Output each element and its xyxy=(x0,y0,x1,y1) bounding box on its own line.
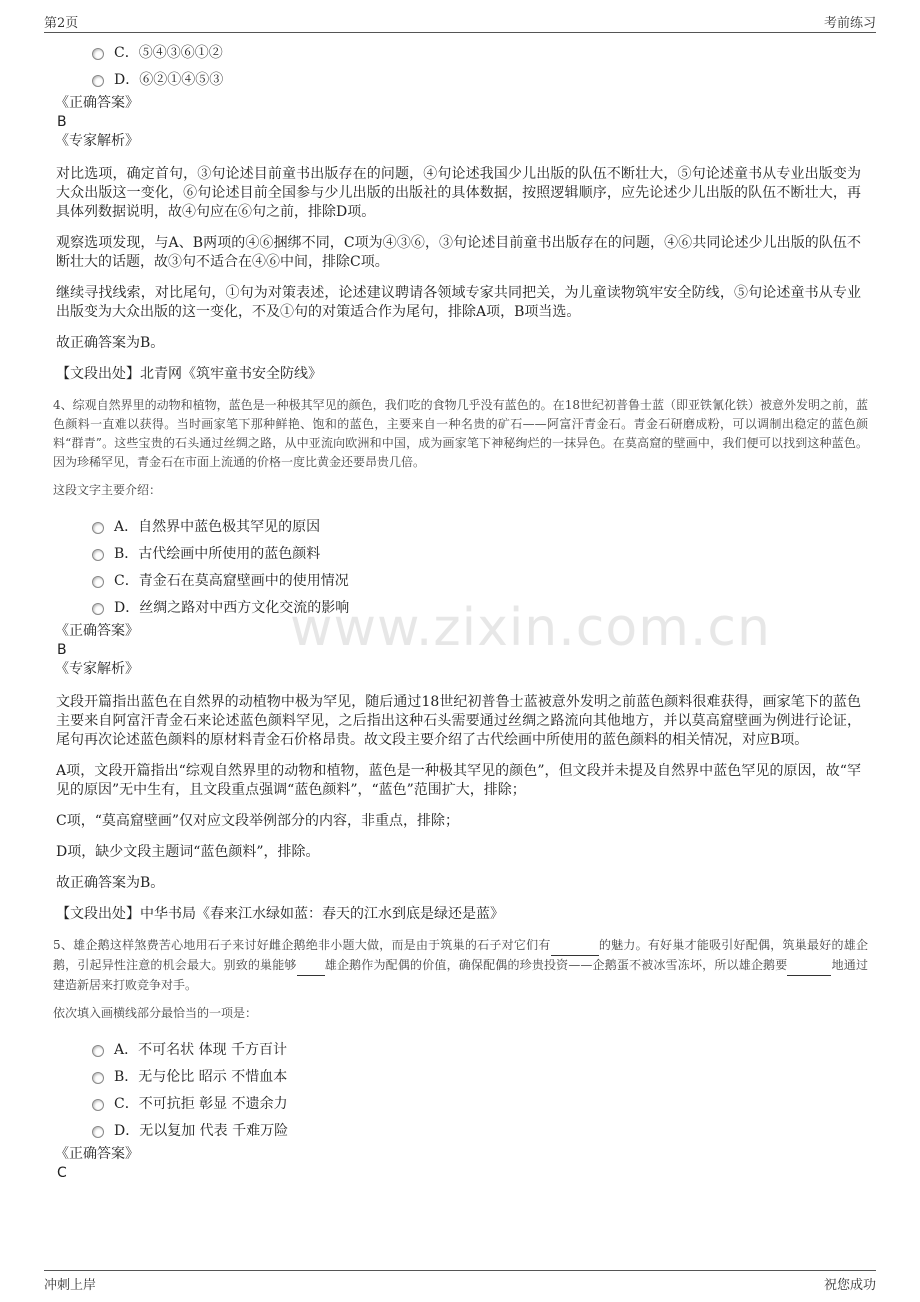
radio-button[interactable] xyxy=(92,75,104,87)
question-text-segment: 雄企鹅作为配偶的价值，确保配偶的珍贵投资——企鹅蛋不被冰雪冻坏，所以雄企鹅要 xyxy=(324,958,788,972)
analysis-label: 《专家解析》 xyxy=(55,661,139,677)
option-text: 不可名状 体现 千方百计 xyxy=(138,1042,288,1058)
fill-blank-3 xyxy=(787,956,831,976)
header-title: 考前练习 xyxy=(823,16,876,31)
analysis-paragraph: A项，文段开篇指出“综观自然界里的动物和植物，蓝色是一种极其罕见的颜色”，但文段并未提及自然界中蓝色罕见的原因，故“罕见的原因”无中生有，且文段重点强调“蓝色颜料”，“蓝色”范围扩大，排除； xyxy=(56,763,861,798)
analysis-label: 《专家解析》 xyxy=(55,133,139,149)
answer-value: C xyxy=(57,1165,67,1181)
option-letter: C． xyxy=(114,1096,139,1112)
q4-option-a[interactable] xyxy=(92,514,868,541)
radio-button[interactable] xyxy=(92,576,104,588)
q5-option-c[interactable] xyxy=(92,1091,868,1118)
answer-label: 《正确答案》 xyxy=(55,623,139,639)
radio-button[interactable] xyxy=(92,1126,104,1138)
analysis-paragraph: 继续寻找线索，对比尾句，①句为对策表述，论述建议聘请各领域专家共同把关，为儿童读物筑牢安全防线，⑤句论述童书从专业出版变为大众出版的这一变化，不及①句的对策适合作为尾句，排除A项，B项当选。 xyxy=(56,285,861,320)
question-5-prompt: 依次填入画横线部分最恰当的一项是： xyxy=(53,1006,258,1020)
source-citation: 【文段出处】中华书局《春来江水绿如蓝：春天的江水到底是绿还是蓝》 xyxy=(56,906,504,922)
option-text: 丝绸之路对中西方文化交流的影响 xyxy=(139,600,350,616)
q4-option-c[interactable] xyxy=(92,568,868,595)
option-letter: D． xyxy=(114,72,140,88)
option-letter: B． xyxy=(114,1069,139,1085)
analysis-paragraph: 观察选项发现，与A、B两项的④⑥捆绑不同，C项为④③⑥，③句论述目前童书出版存在的问题，④⑥共同论述少儿出版的队伍不断壮大的话题，故③句不适合在④⑥中间，排除C项。 xyxy=(56,235,861,270)
answer-value: B xyxy=(57,642,67,658)
option-text: 无与伦比 昭示 不惜血本 xyxy=(138,1069,288,1085)
option-letter: D． xyxy=(114,600,140,616)
watermark: www.zixin.com.cn xyxy=(290,598,771,658)
analysis-paragraph: C项，“莫高窟壁画”仅对应文段举例部分的内容，非重点，排除； xyxy=(56,813,460,829)
q4-option-b[interactable] xyxy=(92,541,868,568)
question-text-segment: 地通过建造新居来打败竞争对手。 xyxy=(53,958,868,992)
fill-blank-1 xyxy=(551,936,599,956)
radio-button[interactable] xyxy=(92,1099,104,1111)
q5-option-d[interactable] xyxy=(92,1118,868,1145)
option-text: 古代绘画中所使用的蓝色颜料 xyxy=(138,546,321,562)
q5-option-b[interactable] xyxy=(92,1064,868,1091)
question-4-prompt: 这段文字主要介绍： xyxy=(53,483,162,497)
q4-option-d[interactable] xyxy=(92,595,868,622)
radio-button[interactable] xyxy=(92,1072,104,1084)
option-text: ⑥②①④⑤③ xyxy=(139,72,224,88)
q3-options xyxy=(53,40,868,94)
option-letter: A． xyxy=(114,1042,139,1058)
radio-button[interactable] xyxy=(92,603,104,615)
radio-button[interactable] xyxy=(92,48,104,60)
option-text: 不可抗拒 彰显 不遗余力 xyxy=(138,1096,288,1112)
question-text-segment: 5、雄企鹅这样煞费苦心地用石子来讨好雌企鹅绝非小题大做，而是由于筑巢的石子对它们有 xyxy=(53,938,551,952)
option-letter: A． xyxy=(114,519,139,535)
page-header xyxy=(44,8,876,33)
option-text: 无以复加 代表 千难万险 xyxy=(139,1123,289,1139)
fill-blank-2 xyxy=(297,956,325,976)
option-letter: C． xyxy=(114,573,139,589)
q5-option-a[interactable] xyxy=(92,1037,868,1064)
option-text: ⑤④③⑥①② xyxy=(138,45,223,61)
analysis-conclusion: 故正确答案为B。 xyxy=(56,875,165,891)
question-4-text: 4、综观自然界里的动物和植物，蓝色是一种极其罕见的颜色，我们吃的食物几乎没有蓝色的。在18世纪初普鲁士蓝（即亚铁氰化铁）被意外发明之前，蓝色颜料一直难以获得。当时画家笔下那种鲜艳、饱和的蓝色，主要来自一种名贵的矿石——阿富汗青金石。青金石研磨成粉，可以调制出稳定的蓝色颜料“群青”。这些宝贵的石头通过丝绸之路，从中亚流向欧洲和中国，成为画家笔下神秘绚烂的一抹异色。在莫高窟的壁画中，我们便可以找到这种蓝色。因为珍稀罕见，青金石在市面上流通的价格一度比黄金还要昂贵几倍。 xyxy=(53,398,868,469)
page-number: 第2页 xyxy=(44,16,79,31)
answer-label: 《正确答案》 xyxy=(55,1146,139,1162)
option-letter: D． xyxy=(114,1123,140,1139)
page-footer xyxy=(44,1270,876,1295)
analysis-paragraph: 对比选项，确定首句，③句论述目前童书出版存在的问题，④句论述我国少儿出版的队伍不断壮大，⑤句论述童书从专业出版变为大众出版这一变化，⑥句论述目前全国参与少儿出版的出版社的具体数据，按照逻辑顺序，应先论述少儿出版的队伍不断壮大，再具体列数据说明，故④句应在⑥句之前，排除D项。 xyxy=(56,166,861,220)
source-citation: 【文段出处】北青网《筑牢童书安全防线》 xyxy=(56,366,322,382)
answer-label: 《正确答案》 xyxy=(55,95,139,111)
document-body xyxy=(53,40,868,1183)
q3-option-d[interactable] xyxy=(92,67,868,94)
radio-button[interactable] xyxy=(92,1045,104,1057)
question-5-text xyxy=(53,936,868,995)
analysis-paragraph: 文段开篇指出蓝色在自然界的动植物中极为罕见，随后通过18世纪初普鲁士蓝被意外发明之前蓝色颜料很难获得，画家笔下的蓝色主要来自阿富汗青金石来论述蓝色颜料罕见，之后指出这种石头需要通过丝绸之路流向其他地方，并以莫高窟壁画为例进行论证，尾句再次论述蓝色颜料的原材料青金石价格昂贵。故文段主要介绍了古代绘画中所使用的蓝色颜料的相关情况，对应B项。 xyxy=(56,694,861,748)
option-text: 青金石在莫高窟壁画中的使用情况 xyxy=(138,573,349,589)
radio-button[interactable] xyxy=(92,522,104,534)
footer-right-text: 祝您成功 xyxy=(823,1278,876,1293)
q5-options xyxy=(53,1037,868,1145)
radio-button[interactable] xyxy=(92,549,104,561)
option-letter: B． xyxy=(114,546,139,562)
question-text-segment: 的魅力。有好巢才能吸引好配偶，筑巢最好的雄企鹅，引起异性注意的机会最大。别致的巢能够 xyxy=(53,938,868,972)
option-text: 自然界中蓝色极其罕见的原因 xyxy=(138,519,321,535)
option-letter: C． xyxy=(114,45,139,61)
analysis-paragraph: D项，缺少文段主题词“蓝色颜料”，排除。 xyxy=(56,844,320,860)
answer-value: B xyxy=(57,114,67,130)
q3-option-c[interactable] xyxy=(92,40,868,67)
analysis-conclusion: 故正确答案为B。 xyxy=(56,335,165,351)
footer-left-text: 冲刺上岸 xyxy=(44,1278,97,1293)
q4-options xyxy=(53,514,868,622)
